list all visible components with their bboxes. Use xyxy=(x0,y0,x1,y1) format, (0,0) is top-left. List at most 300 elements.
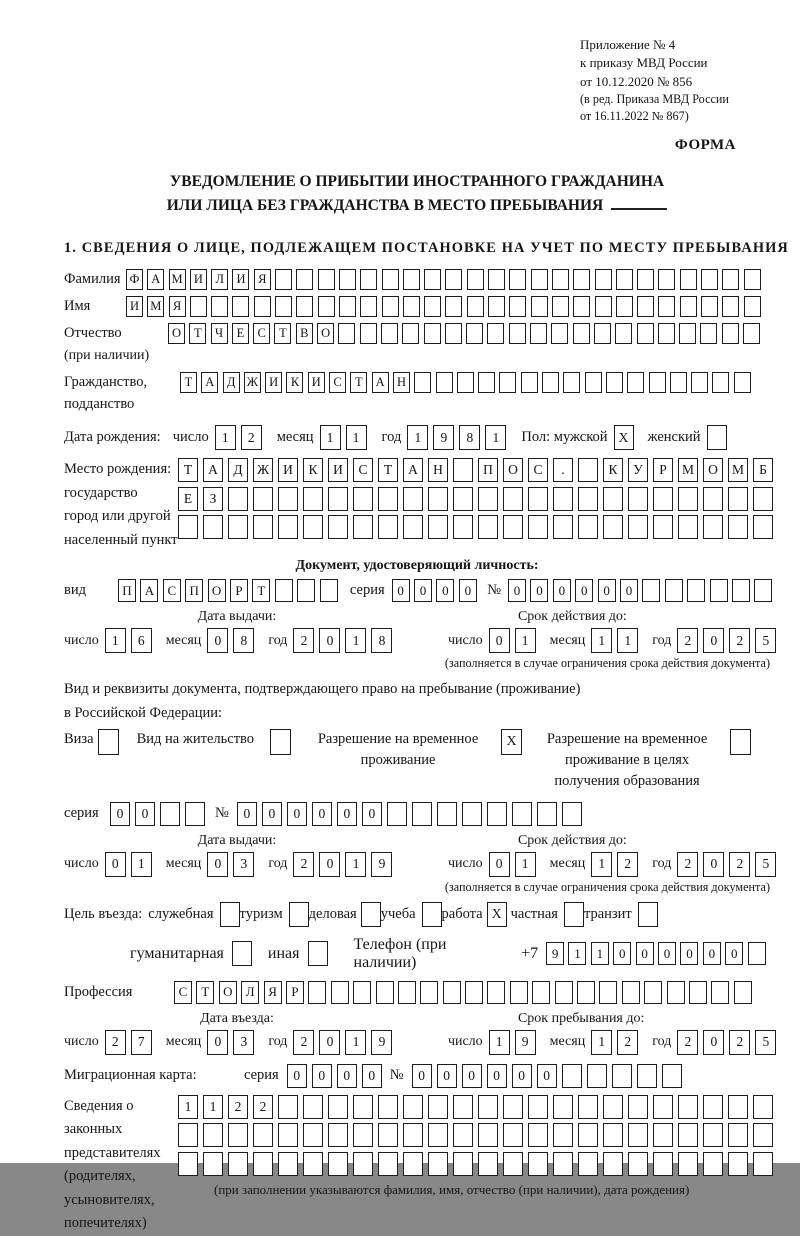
char-cell[interactable] xyxy=(563,372,580,393)
char-cell[interactable] xyxy=(428,487,448,511)
char-cell[interactable] xyxy=(667,981,685,1004)
char-cell[interactable]: 1 xyxy=(407,425,428,450)
char-cell[interactable] xyxy=(211,296,228,317)
char-cell[interactable] xyxy=(700,323,717,344)
char-cell[interactable] xyxy=(339,269,356,290)
char-cell[interactable]: 0 xyxy=(207,852,228,877)
char-cell[interactable] xyxy=(703,515,723,539)
char-cell[interactable]: 0 xyxy=(436,579,454,602)
char-cell[interactable]: Л xyxy=(241,981,259,1004)
char-cell[interactable] xyxy=(587,1064,607,1088)
char-cell[interactable] xyxy=(528,1095,548,1119)
char-cell[interactable]: 1 xyxy=(591,628,612,653)
char-cell[interactable] xyxy=(203,1152,223,1176)
char-cell[interactable] xyxy=(689,981,707,1004)
char-cell[interactable] xyxy=(753,487,773,511)
char-cell[interactable]: 0 xyxy=(553,579,571,602)
char-cell[interactable]: 3 xyxy=(233,1030,254,1055)
char-cell[interactable] xyxy=(403,487,423,511)
char-cell[interactable] xyxy=(353,981,371,1004)
char-cell[interactable]: К xyxy=(303,458,323,482)
char-cell[interactable]: Р xyxy=(230,579,248,602)
char-cell[interactable] xyxy=(615,323,632,344)
char-cell[interactable] xyxy=(595,296,612,317)
char-cell[interactable]: У xyxy=(628,458,648,482)
char-cell[interactable]: 9 xyxy=(433,425,454,450)
char-cell[interactable] xyxy=(462,802,482,826)
char-cell[interactable] xyxy=(228,487,248,511)
char-cell[interactable]: З xyxy=(203,487,223,511)
char-cell[interactable]: 9 xyxy=(546,942,564,965)
char-cell[interactable] xyxy=(453,487,473,511)
char-cell[interactable] xyxy=(599,981,617,1004)
residence-number-cells[interactable] xyxy=(237,802,587,826)
char-cell[interactable]: 0 xyxy=(414,579,432,602)
char-cell[interactable] xyxy=(278,1152,298,1176)
char-cell[interactable] xyxy=(753,1152,773,1176)
char-cell[interactable] xyxy=(424,269,441,290)
char-cell[interactable]: 2 xyxy=(617,1030,638,1055)
char-cell[interactable]: И xyxy=(308,372,325,393)
char-cell[interactable] xyxy=(478,372,495,393)
char-cell[interactable]: 9 xyxy=(371,1030,392,1055)
char-cell[interactable] xyxy=(232,941,252,966)
char-cell[interactable]: Д xyxy=(223,372,240,393)
stay-year-cells[interactable] xyxy=(677,1030,781,1055)
char-cell[interactable] xyxy=(403,269,420,290)
char-cell[interactable] xyxy=(754,579,772,602)
char-cell[interactable] xyxy=(573,323,590,344)
char-cell[interactable]: Р xyxy=(286,981,304,1004)
char-cell[interactable] xyxy=(453,515,473,539)
char-cell[interactable] xyxy=(488,269,505,290)
char-cell[interactable]: 2 xyxy=(617,852,638,877)
char-cell[interactable]: М xyxy=(169,269,186,290)
char-cell[interactable] xyxy=(703,1123,723,1147)
residence-issue-day-cells[interactable] xyxy=(105,852,157,877)
char-cell[interactable] xyxy=(573,296,590,317)
char-cell[interactable] xyxy=(303,1095,323,1119)
char-cell[interactable] xyxy=(578,1123,598,1147)
char-cell[interactable] xyxy=(744,269,761,290)
char-cell[interactable]: И xyxy=(232,269,249,290)
char-cell[interactable]: Ж xyxy=(244,372,261,393)
char-cell[interactable] xyxy=(478,1152,498,1176)
char-cell[interactable] xyxy=(253,487,273,511)
char-cell[interactable]: 9 xyxy=(515,1030,536,1055)
char-cell[interactable]: X xyxy=(614,425,634,450)
char-cell[interactable] xyxy=(457,372,474,393)
doc-valid-day-cells[interactable] xyxy=(489,628,541,653)
char-cell[interactable] xyxy=(510,981,528,1004)
doc-issue-year-cells[interactable] xyxy=(293,628,397,653)
char-cell[interactable] xyxy=(178,515,198,539)
char-cell[interactable] xyxy=(253,1152,273,1176)
char-cell[interactable] xyxy=(578,1095,598,1119)
char-cell[interactable] xyxy=(728,515,748,539)
residence-valid-month-cells[interactable] xyxy=(591,852,643,877)
char-cell[interactable] xyxy=(728,1152,748,1176)
char-cell[interactable] xyxy=(228,515,248,539)
char-cell[interactable] xyxy=(297,579,315,602)
char-cell[interactable]: С xyxy=(174,981,192,1004)
char-cell[interactable] xyxy=(422,902,442,927)
char-cell[interactable] xyxy=(552,269,569,290)
char-cell[interactable] xyxy=(622,981,640,1004)
char-cell[interactable]: 0 xyxy=(337,802,357,826)
char-cell[interactable]: А xyxy=(140,579,158,602)
char-cell[interactable]: 5 xyxy=(755,852,776,877)
char-cell[interactable]: 0 xyxy=(508,579,526,602)
char-cell[interactable] xyxy=(487,802,507,826)
char-cell[interactable] xyxy=(303,1123,323,1147)
name-cells[interactable] xyxy=(126,296,765,317)
char-cell[interactable] xyxy=(542,372,559,393)
char-cell[interactable]: 0 xyxy=(319,852,340,877)
char-cell[interactable]: И xyxy=(265,372,282,393)
char-cell[interactable] xyxy=(220,902,240,927)
char-cell[interactable]: 7 xyxy=(131,1030,152,1055)
char-cell[interactable] xyxy=(553,515,573,539)
char-cell[interactable] xyxy=(734,372,751,393)
char-cell[interactable] xyxy=(712,372,729,393)
char-cell[interactable]: 8 xyxy=(459,425,480,450)
char-cell[interactable]: 1 xyxy=(345,1030,366,1055)
char-cell[interactable]: Б xyxy=(753,458,773,482)
char-cell[interactable] xyxy=(509,323,526,344)
char-cell[interactable] xyxy=(573,269,590,290)
char-cell[interactable] xyxy=(278,1123,298,1147)
char-cell[interactable] xyxy=(339,296,356,317)
char-cell[interactable]: 0 xyxy=(703,942,721,965)
char-cell[interactable]: 1 xyxy=(320,425,341,450)
char-cell[interactable] xyxy=(478,515,498,539)
birthplace-cells-row3[interactable] xyxy=(178,515,778,539)
char-cell[interactable]: 2 xyxy=(729,852,750,877)
entry-year-cells[interactable] xyxy=(293,1030,397,1055)
char-cell[interactable]: Т xyxy=(180,372,197,393)
char-cell[interactable] xyxy=(278,515,298,539)
char-cell[interactable]: 1 xyxy=(515,628,536,653)
char-cell[interactable] xyxy=(360,323,377,344)
char-cell[interactable] xyxy=(453,458,473,482)
char-cell[interactable]: О xyxy=(219,981,237,1004)
char-cell[interactable] xyxy=(190,296,207,317)
char-cell[interactable]: Т xyxy=(350,372,367,393)
char-cell[interactable]: С xyxy=(528,458,548,482)
char-cell[interactable] xyxy=(701,269,718,290)
char-cell[interactable] xyxy=(509,269,526,290)
char-cell[interactable]: М xyxy=(728,458,748,482)
char-cell[interactable] xyxy=(160,802,180,826)
char-cell[interactable] xyxy=(328,515,348,539)
char-cell[interactable] xyxy=(553,1152,573,1176)
char-cell[interactable] xyxy=(532,981,550,1004)
char-cell[interactable]: К xyxy=(286,372,303,393)
char-cell[interactable]: 0 xyxy=(462,1064,482,1088)
char-cell[interactable]: 0 xyxy=(703,852,724,877)
char-cell[interactable] xyxy=(603,487,623,511)
char-cell[interactable]: 0 xyxy=(512,1064,532,1088)
char-cell[interactable]: К xyxy=(603,458,623,482)
temp-residence-checkbox[interactable] xyxy=(501,729,522,755)
char-cell[interactable]: 0 xyxy=(489,628,510,653)
char-cell[interactable]: О xyxy=(703,458,723,482)
char-cell[interactable] xyxy=(627,372,644,393)
char-cell[interactable]: Ф xyxy=(126,269,143,290)
char-cell[interactable]: М xyxy=(678,458,698,482)
char-cell[interactable] xyxy=(603,1152,623,1176)
char-cell[interactable]: Д xyxy=(228,458,248,482)
purpose-transit-checkbox[interactable] xyxy=(638,902,658,927)
char-cell[interactable]: 5 xyxy=(755,628,776,653)
char-cell[interactable] xyxy=(555,981,573,1004)
char-cell[interactable] xyxy=(487,323,504,344)
char-cell[interactable]: 1 xyxy=(105,628,126,653)
citizenship-cells[interactable] xyxy=(180,372,755,393)
char-cell[interactable] xyxy=(722,296,739,317)
char-cell[interactable]: А xyxy=(372,372,389,393)
char-cell[interactable] xyxy=(428,515,448,539)
char-cell[interactable]: 0 xyxy=(262,802,282,826)
char-cell[interactable] xyxy=(509,296,526,317)
birthplace-cells-row2[interactable] xyxy=(178,487,778,511)
char-cell[interactable] xyxy=(753,1123,773,1147)
char-cell[interactable] xyxy=(512,802,532,826)
char-cell[interactable] xyxy=(612,1064,632,1088)
char-cell[interactable]: С xyxy=(163,579,181,602)
char-cell[interactable]: 0 xyxy=(620,579,638,602)
char-cell[interactable] xyxy=(732,579,750,602)
char-cell[interactable] xyxy=(503,1095,523,1119)
patronymic-cells[interactable] xyxy=(168,323,764,344)
char-cell[interactable]: 9 xyxy=(371,852,392,877)
sex-female-checkbox[interactable] xyxy=(707,425,727,450)
char-cell[interactable] xyxy=(678,1095,698,1119)
char-cell[interactable]: 2 xyxy=(105,1030,126,1055)
char-cell[interactable] xyxy=(537,802,557,826)
char-cell[interactable] xyxy=(436,372,453,393)
char-cell[interactable] xyxy=(628,1123,648,1147)
char-cell[interactable] xyxy=(378,1123,398,1147)
char-cell[interactable] xyxy=(308,981,326,1004)
char-cell[interactable] xyxy=(680,296,697,317)
char-cell[interactable]: Я xyxy=(264,981,282,1004)
char-cell[interactable]: 0 xyxy=(613,942,631,965)
char-cell[interactable] xyxy=(228,1123,248,1147)
char-cell[interactable]: 1 xyxy=(178,1095,198,1119)
char-cell[interactable] xyxy=(637,323,654,344)
char-cell[interactable] xyxy=(691,372,708,393)
char-cell[interactable] xyxy=(398,981,416,1004)
char-cell[interactable]: 0 xyxy=(703,628,724,653)
sex-male-checkbox[interactable] xyxy=(614,425,634,450)
char-cell[interactable] xyxy=(753,515,773,539)
char-cell[interactable] xyxy=(278,1095,298,1119)
char-cell[interactable] xyxy=(603,1095,623,1119)
char-cell[interactable]: X xyxy=(501,729,522,755)
representatives-cells-row1[interactable] xyxy=(178,1095,778,1119)
char-cell[interactable] xyxy=(528,487,548,511)
purpose-private-checkbox[interactable] xyxy=(564,902,584,927)
char-cell[interactable] xyxy=(578,1152,598,1176)
char-cell[interactable] xyxy=(353,1152,373,1176)
char-cell[interactable] xyxy=(642,579,660,602)
char-cell[interactable] xyxy=(275,579,293,602)
char-cell[interactable] xyxy=(378,515,398,539)
char-cell[interactable] xyxy=(445,323,462,344)
residence-permit-checkbox[interactable] xyxy=(270,729,291,755)
char-cell[interactable] xyxy=(594,323,611,344)
char-cell[interactable] xyxy=(403,1095,423,1119)
birthplace-cells-row1[interactable] xyxy=(178,458,778,482)
doc-series-cells[interactable] xyxy=(392,579,482,602)
char-cell[interactable]: И xyxy=(126,296,143,317)
char-cell[interactable] xyxy=(381,323,398,344)
char-cell[interactable] xyxy=(378,1152,398,1176)
char-cell[interactable]: И xyxy=(328,458,348,482)
char-cell[interactable] xyxy=(467,296,484,317)
char-cell[interactable] xyxy=(521,372,538,393)
char-cell[interactable] xyxy=(707,425,727,450)
char-cell[interactable] xyxy=(530,323,547,344)
char-cell[interactable] xyxy=(402,323,419,344)
char-cell[interactable]: 0 xyxy=(362,1064,382,1088)
char-cell[interactable] xyxy=(528,515,548,539)
char-cell[interactable] xyxy=(328,1095,348,1119)
char-cell[interactable]: Н xyxy=(393,372,410,393)
representatives-cells-row3[interactable] xyxy=(178,1152,778,1176)
doc-valid-year-cells[interactable] xyxy=(677,628,781,653)
char-cell[interactable]: 0 xyxy=(362,802,382,826)
char-cell[interactable] xyxy=(428,1095,448,1119)
char-cell[interactable] xyxy=(203,515,223,539)
char-cell[interactable]: 0 xyxy=(105,852,126,877)
char-cell[interactable] xyxy=(606,372,623,393)
char-cell[interactable] xyxy=(728,1095,748,1119)
char-cell[interactable] xyxy=(353,1095,373,1119)
char-cell[interactable] xyxy=(728,487,748,511)
char-cell[interactable] xyxy=(678,487,698,511)
char-cell[interactable]: С xyxy=(253,323,270,344)
char-cell[interactable] xyxy=(628,1095,648,1119)
char-cell[interactable] xyxy=(552,296,569,317)
char-cell[interactable]: 8 xyxy=(233,628,254,653)
char-cell[interactable]: 0 xyxy=(530,579,548,602)
char-cell[interactable] xyxy=(603,515,623,539)
char-cell[interactable] xyxy=(722,269,739,290)
char-cell[interactable] xyxy=(232,296,249,317)
char-cell[interactable]: 0 xyxy=(287,1064,307,1088)
char-cell[interactable] xyxy=(653,1152,673,1176)
char-cell[interactable] xyxy=(467,269,484,290)
char-cell[interactable]: Т xyxy=(189,323,206,344)
char-cell[interactable] xyxy=(644,981,662,1004)
char-cell[interactable]: С xyxy=(329,372,346,393)
char-cell[interactable] xyxy=(478,1123,498,1147)
char-cell[interactable]: О xyxy=(317,323,334,344)
char-cell[interactable] xyxy=(528,1152,548,1176)
char-cell[interactable]: . xyxy=(553,458,573,482)
char-cell[interactable]: Т xyxy=(178,458,198,482)
purpose-study-checkbox[interactable] xyxy=(422,902,442,927)
char-cell[interactable] xyxy=(730,729,751,755)
char-cell[interactable]: 0 xyxy=(658,942,676,965)
char-cell[interactable]: 1 xyxy=(345,628,366,653)
char-cell[interactable] xyxy=(653,515,673,539)
char-cell[interactable] xyxy=(637,296,654,317)
char-cell[interactable] xyxy=(203,1123,223,1147)
char-cell[interactable]: Т xyxy=(274,323,291,344)
char-cell[interactable]: 0 xyxy=(135,802,155,826)
char-cell[interactable]: М xyxy=(147,296,164,317)
char-cell[interactable] xyxy=(734,981,752,1004)
char-cell[interactable]: 2 xyxy=(228,1095,248,1119)
char-cell[interactable] xyxy=(424,296,441,317)
char-cell[interactable] xyxy=(353,515,373,539)
char-cell[interactable]: 5 xyxy=(755,1030,776,1055)
char-cell[interactable]: 2 xyxy=(241,425,262,450)
char-cell[interactable] xyxy=(428,1152,448,1176)
char-cell[interactable]: А xyxy=(203,458,223,482)
char-cell[interactable]: 1 xyxy=(617,628,638,653)
char-cell[interactable]: И xyxy=(190,269,207,290)
char-cell[interactable] xyxy=(638,902,658,927)
purpose-other-checkbox[interactable] xyxy=(308,941,328,966)
migration-number-cells[interactable] xyxy=(412,1064,687,1088)
char-cell[interactable] xyxy=(679,323,696,344)
entry-day-cells[interactable] xyxy=(105,1030,157,1055)
purpose-tourism-checkbox[interactable] xyxy=(289,902,309,927)
char-cell[interactable]: 2 xyxy=(293,852,314,877)
char-cell[interactable] xyxy=(687,579,705,602)
stay-month-cells[interactable] xyxy=(591,1030,643,1055)
char-cell[interactable] xyxy=(378,487,398,511)
char-cell[interactable]: 2 xyxy=(293,628,314,653)
char-cell[interactable]: 0 xyxy=(636,942,654,965)
char-cell[interactable] xyxy=(653,1123,673,1147)
char-cell[interactable]: П xyxy=(118,579,136,602)
char-cell[interactable] xyxy=(744,296,761,317)
char-cell[interactable]: 0 xyxy=(703,1030,724,1055)
char-cell[interactable] xyxy=(710,579,728,602)
phone-cells[interactable] xyxy=(546,942,770,965)
char-cell[interactable]: Л xyxy=(211,269,228,290)
char-cell[interactable]: 1 xyxy=(215,425,236,450)
char-cell[interactable] xyxy=(578,487,598,511)
char-cell[interactable] xyxy=(178,1152,198,1176)
char-cell[interactable] xyxy=(703,487,723,511)
char-cell[interactable] xyxy=(424,323,441,344)
profession-cells[interactable] xyxy=(174,981,756,1004)
birth-day-cells[interactable] xyxy=(215,425,267,450)
char-cell[interactable] xyxy=(403,515,423,539)
char-cell[interactable] xyxy=(577,981,595,1004)
char-cell[interactable] xyxy=(453,1152,473,1176)
char-cell[interactable] xyxy=(658,269,675,290)
char-cell[interactable] xyxy=(296,296,313,317)
char-cell[interactable] xyxy=(382,269,399,290)
char-cell[interactable] xyxy=(403,1152,423,1176)
residence-valid-day-cells[interactable] xyxy=(489,852,541,877)
char-cell[interactable] xyxy=(453,1123,473,1147)
char-cell[interactable] xyxy=(412,802,432,826)
char-cell[interactable] xyxy=(443,981,461,1004)
char-cell[interactable]: А xyxy=(201,372,218,393)
char-cell[interactable] xyxy=(275,269,292,290)
visa-checkbox[interactable] xyxy=(98,729,119,755)
char-cell[interactable] xyxy=(318,296,335,317)
